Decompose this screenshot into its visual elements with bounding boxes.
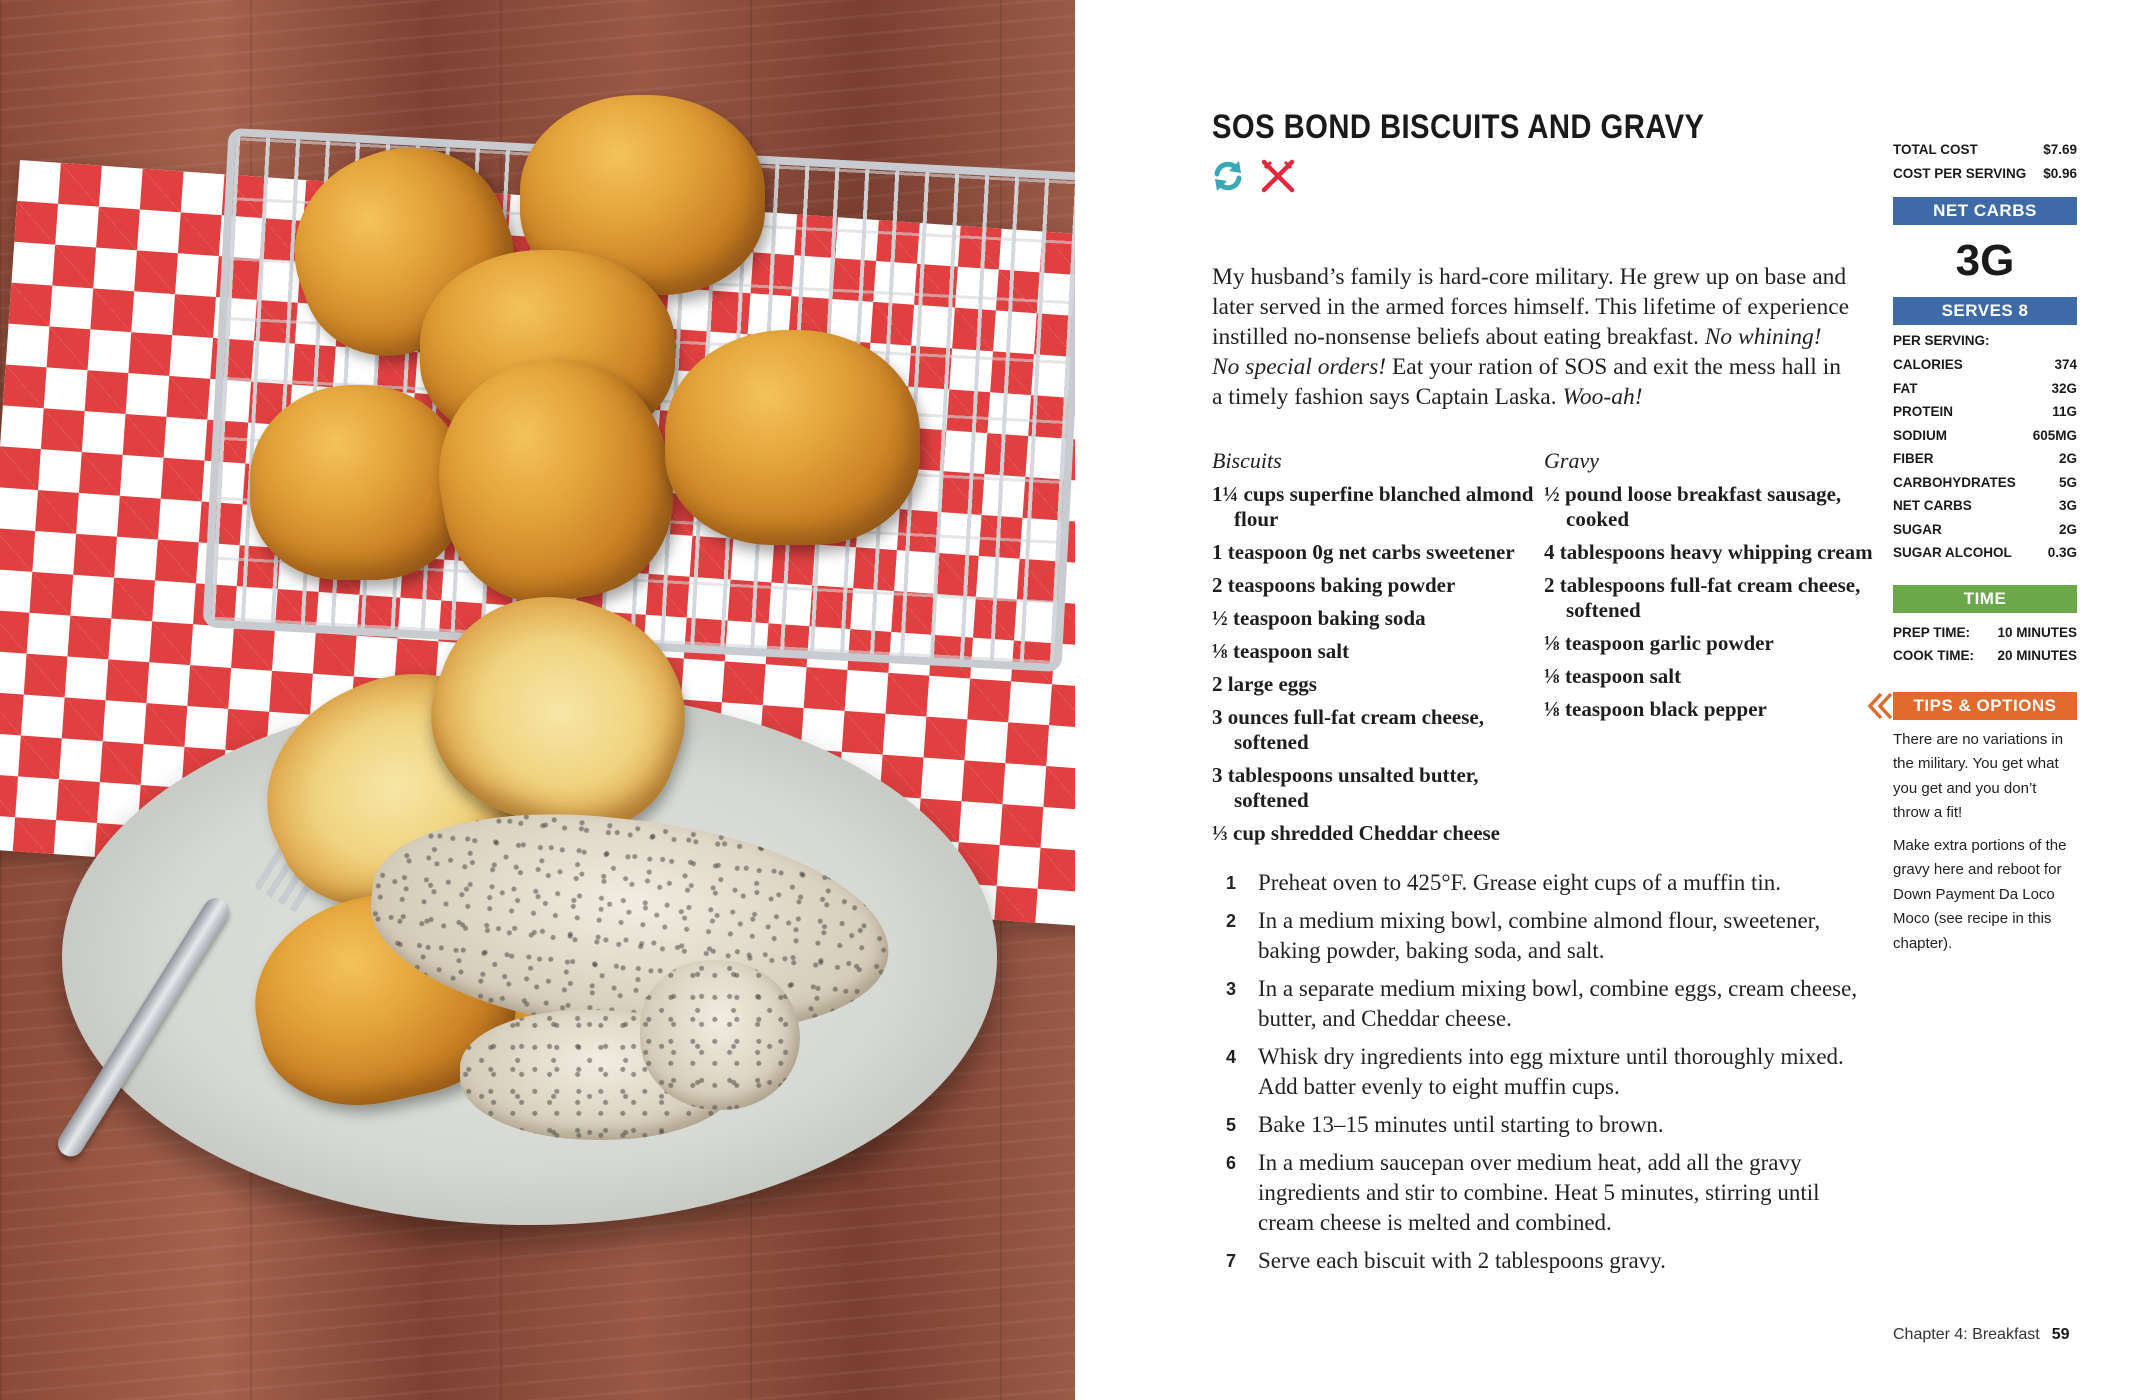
ingredient-item: 2 teaspoons baking powder (1212, 573, 1456, 597)
tips-band (1893, 692, 2077, 720)
per-serving-label: PER SERVING: (1893, 333, 1990, 348)
ingredient-item: 1¼ cups superfine blanched almond flour (1212, 482, 1534, 531)
nutrition-row (1893, 400, 2077, 424)
ingredient-item: ½ teaspoon baking soda (1212, 606, 1426, 630)
nutrition-row (1893, 494, 2077, 518)
biscuit (250, 385, 465, 580)
ingredient-item: 3 ounces full-fat cream cheese, softened (1212, 705, 1484, 754)
intro-italic: No whining! No special orders! (1212, 324, 1822, 380)
nutrient-label: SUGAR ALCOHOL (1893, 545, 2012, 560)
ingredient-item: 3 tablespoons unsalted butter, softened (1212, 763, 1479, 812)
cook-time-value: 20 MINUTES (1997, 648, 2077, 663)
prep-time-row (1893, 621, 2077, 645)
step-item (1226, 1042, 1866, 1102)
nutrient-label: CARBOHYDRATES (1893, 474, 2016, 490)
nutrient-value: 374 (2054, 357, 2077, 372)
chevron-left-icon (1867, 692, 1893, 720)
ingredient-item: ⅛ teaspoon black pepper (1544, 697, 1767, 721)
tip-text: Make extra portions of the gravy here and reboot for Down Payment Da Loco Moco (see recipe in this chapter). (1893, 836, 2067, 952)
cook-time-label: COOK TIME: (1893, 648, 1974, 663)
ingredient-item: ⅛ teaspoon salt (1212, 639, 1350, 663)
nutrition-sidebar (1893, 138, 2077, 956)
sausage-gravy (640, 960, 800, 1110)
ingredient-item: ½ pound loose breakfast sausage, cooked (1544, 482, 1842, 531)
step-text: Whisk dry ingredients into egg mixture until thoroughly mixed. Add batter evenly to eight muffin cups. (1258, 1044, 1844, 1099)
tip-text: There are no variations in the military. You get what you get and you don’t throw a fit! (1893, 730, 2064, 821)
nutrient-label: CALORIES (1893, 357, 1963, 372)
nutrition-row (1893, 471, 2077, 495)
step-number: 7 (1226, 1251, 1237, 1271)
prep-time-value: 10 MINUTES (1997, 624, 2077, 640)
nutrient-value: 5G (2058, 474, 2077, 490)
step-item (1226, 974, 1866, 1034)
step-text: Serve each biscuit with 2 tablespoons gravy. (1258, 1248, 1666, 1273)
nutrient-label: PROTEIN (1893, 404, 1954, 419)
ingredient-item: ⅛ teaspoon salt (1544, 664, 1682, 688)
ingredient-item: ⅓ cup shredded Cheddar cheese (1212, 821, 1501, 845)
ingredient-item: 2 tablespoons full-fat cream cheese, softened (1544, 573, 1861, 622)
nutrition-row (1893, 424, 2077, 448)
gravy-heading: Gravy (1544, 448, 1599, 473)
cost-per-serving-label: COST PER SERVING (1893, 165, 2027, 181)
gravy-ingredients (1544, 448, 1874, 730)
ingredient-item: 4 tablespoons heavy whipping cream (1544, 540, 1873, 564)
step-text: Bake 13–15 minutes until starting to brown. (1258, 1112, 1664, 1137)
page-number: 59 (2051, 1326, 2070, 1343)
nutrient-label: SODIUM (1893, 427, 1947, 443)
step-number: 5 (1226, 1115, 1237, 1135)
recipe-intro (1212, 262, 1852, 412)
nutrient-value: 0.3G (2047, 545, 2077, 560)
nutrient-value: 2G (2058, 521, 2077, 537)
step-item (1226, 868, 1866, 898)
net-carbs-band: NET CARBS (1893, 197, 2077, 225)
recipe-icons (1210, 158, 1296, 194)
total-cost-row (1893, 138, 2077, 162)
nutrition-row (1893, 518, 2077, 542)
recipe-title: SOS BOND BISCUITS AND GRAVY (1212, 108, 1705, 146)
nutrient-value: 2G (2058, 451, 2077, 466)
step-number: 1 (1226, 873, 1237, 893)
net-carbs-value: 3G (1955, 236, 2015, 285)
prep-time-label: PREP TIME: (1893, 624, 1971, 640)
step-item (1226, 1246, 1866, 1276)
step-number: 6 (1226, 1153, 1237, 1173)
step-text: In a separate medium mixing bowl, combine eggs, cream cheese, butter, and Cheddar cheese. (1258, 976, 1858, 1031)
total-cost-label: TOTAL COST (1893, 142, 1978, 157)
cost-per-serving-row (1893, 162, 2077, 186)
nutrition-row (1893, 377, 2077, 401)
page-footer (1893, 1326, 2070, 1344)
step-item (1226, 1148, 1866, 1238)
tips-label: TIPS & OPTIONS (1913, 695, 2057, 715)
serves-band: SERVES 8 (1893, 297, 2077, 325)
time-band: TIME (1893, 585, 2077, 613)
nutrient-value: 605MG (2032, 427, 2077, 443)
cost-per-serving-value: $0.96 (2043, 165, 2077, 181)
step-text: In a medium saucepan over medium heat, add all the gravy ingredients and stir to combine. Heat 5 minutes, stirring until cream cheese is melted and combined. (1258, 1150, 1820, 1235)
ingredient-item: ⅛ teaspoon garlic powder (1544, 631, 1774, 655)
nutrient-value: 3G (2058, 498, 2077, 513)
chapter-label: Chapter 4: Breakfast (1893, 1326, 2040, 1343)
step-text: Preheat oven to 425°F. Grease eight cups of a muffin tin. (1258, 870, 1782, 895)
nutrition-row (1893, 541, 2077, 565)
no-utensils-icon (1260, 158, 1296, 194)
step-item (1226, 906, 1866, 966)
step-number: 3 (1226, 979, 1237, 999)
nutrient-label: SUGAR (1893, 521, 1942, 537)
step-text: In a medium mixing bowl, combine almond flour, sweetener, baking powder, baking soda, and salt. (1258, 908, 1821, 963)
biscuit (665, 330, 920, 545)
nutrition-row (1893, 447, 2077, 471)
step-item (1226, 1110, 1866, 1140)
nutrient-label: FAT (1893, 380, 1918, 396)
intro-text: My husband’s family is hard-core military. He grew up on base and later served in the armed forces himself. This lifetime of experience instilled no-nonsense beliefs about eating breakfast. (1212, 264, 1850, 350)
nutrient-value: 11G (2052, 404, 2077, 419)
total-cost-value: $7.69 (2043, 142, 2077, 157)
intro-italic: Woo-ah! (1562, 384, 1643, 410)
nutrient-value: 32G (2051, 380, 2077, 396)
step-number: 4 (1226, 1047, 1237, 1067)
nutrient-label: FIBER (1893, 451, 1934, 466)
biscuits-heading: Biscuits (1212, 448, 1282, 473)
nutrition-row (1893, 353, 2077, 377)
recipe-steps (1226, 868, 1866, 1284)
cook-time-row (1893, 644, 2077, 668)
step-number: 2 (1226, 911, 1237, 931)
nutrient-label: NET CARBS (1893, 498, 1972, 513)
reboot-arrows-icon (1210, 158, 1246, 194)
ingredient-item: 2 large eggs (1212, 672, 1317, 696)
ingredient-item: 1 teaspoon 0g net carbs sweetener (1212, 540, 1515, 564)
biscuits-ingredients (1212, 448, 1542, 854)
intro-text: Eat your ration of SOS and exit the mess hall in a timely fashion says Captain Laska. (1212, 354, 1841, 410)
